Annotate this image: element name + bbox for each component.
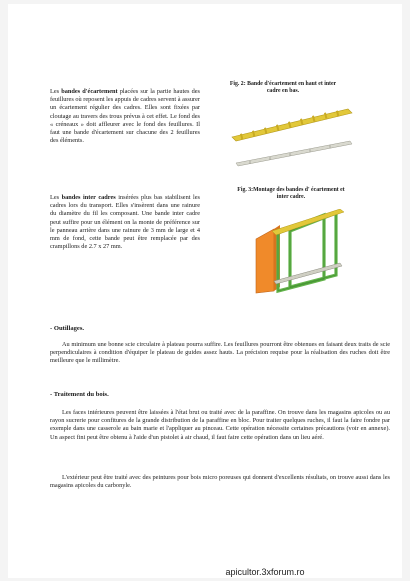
footer-watermark	[0, 567, 410, 577]
traitement-paragraph-2: L'extérieur peut être traité avec des peintures pour bois micro poreuses qui donnent d'excellents résultats, on trouve aussi dans les magasins apicoles du carbonyle.	[50, 474, 390, 490]
inter-cadres-paragraph: Les bandes inter cadres insérées plus bas stabilisent les cadres lors du transport. Elles s'insèrent dans une rainure du diamètre du fil les composant. Une bande inter cadre peut suffire pour un élément on la monte de préférence sur le panneau arrière dans une rainure de 3 mm de large et 4 mm de fond, cette bande peut être remplacée par des crampillons de 2.7 x 27 mm.	[50, 194, 200, 251]
traitement-paragraph-1: Les faces intérieures peuvent être laissées à l'état brut ou traité avec de la paraffine. On trouve dans les magasins apicoles ou au rayon sucrerie pour confitures de la grande distribution de la paraffine en bloc. Pour traiter quelques ruches, il faut la faire fondre par exemple dans une casserole au bain marie et l'appliquer au pinceau. Cette opération nécessite certaines précautions (voir en annexe). Un aspect fini peut être obtenu à l'aide d'un pistolet à air chaud, il faut faire cette opération dans un lieu aéré.	[50, 409, 390, 441]
outillages-heading: - Outillages.	[50, 325, 85, 332]
traitement-heading: - Traitement du bois.	[50, 391, 109, 398]
figure-2-caption: Fig. 2: Bande d'écartement en haut et inter cadre en bas.	[229, 81, 337, 95]
figure-3-caption: Fig. 3:Montage des bandes d' écartement et inter cadre.	[237, 187, 345, 201]
ecartement-term: bandes d'écartement	[61, 88, 118, 95]
figure-2-bands-image	[230, 107, 355, 167]
document-page	[8, 4, 402, 578]
figure-3-assembly-image	[254, 209, 349, 294]
ecartement-paragraph: Les bandes d'écartement placées sur la partie hautes des feuillures où reposent les appuis de cadres servent à assurer un écartement régulier des cadres. Elles sont fixées par cloutage au travers des trous prévus à cet effet. Le fond des « créneaux » doit affleurer avec le fond des feuillures. Il faut une bande d'écartement sur chacune des 2 feuillures des éléments.	[50, 88, 200, 145]
inter-cadres-term: bandes inter cadres	[61, 194, 116, 201]
outillages-paragraph: Au minimum une bonne scie circulaire à plateau pourra suffire. Les feuillures pourront être obtenues en faisant deux traits de scie perpendiculaires à condition d'équiper le plateau de guides assez hauts. La précision requise pour la réalisation des ruches doit être meilleure que le millimètre.	[50, 341, 390, 365]
footer-text: apicultor.3xforum.ro	[225, 567, 305, 577]
